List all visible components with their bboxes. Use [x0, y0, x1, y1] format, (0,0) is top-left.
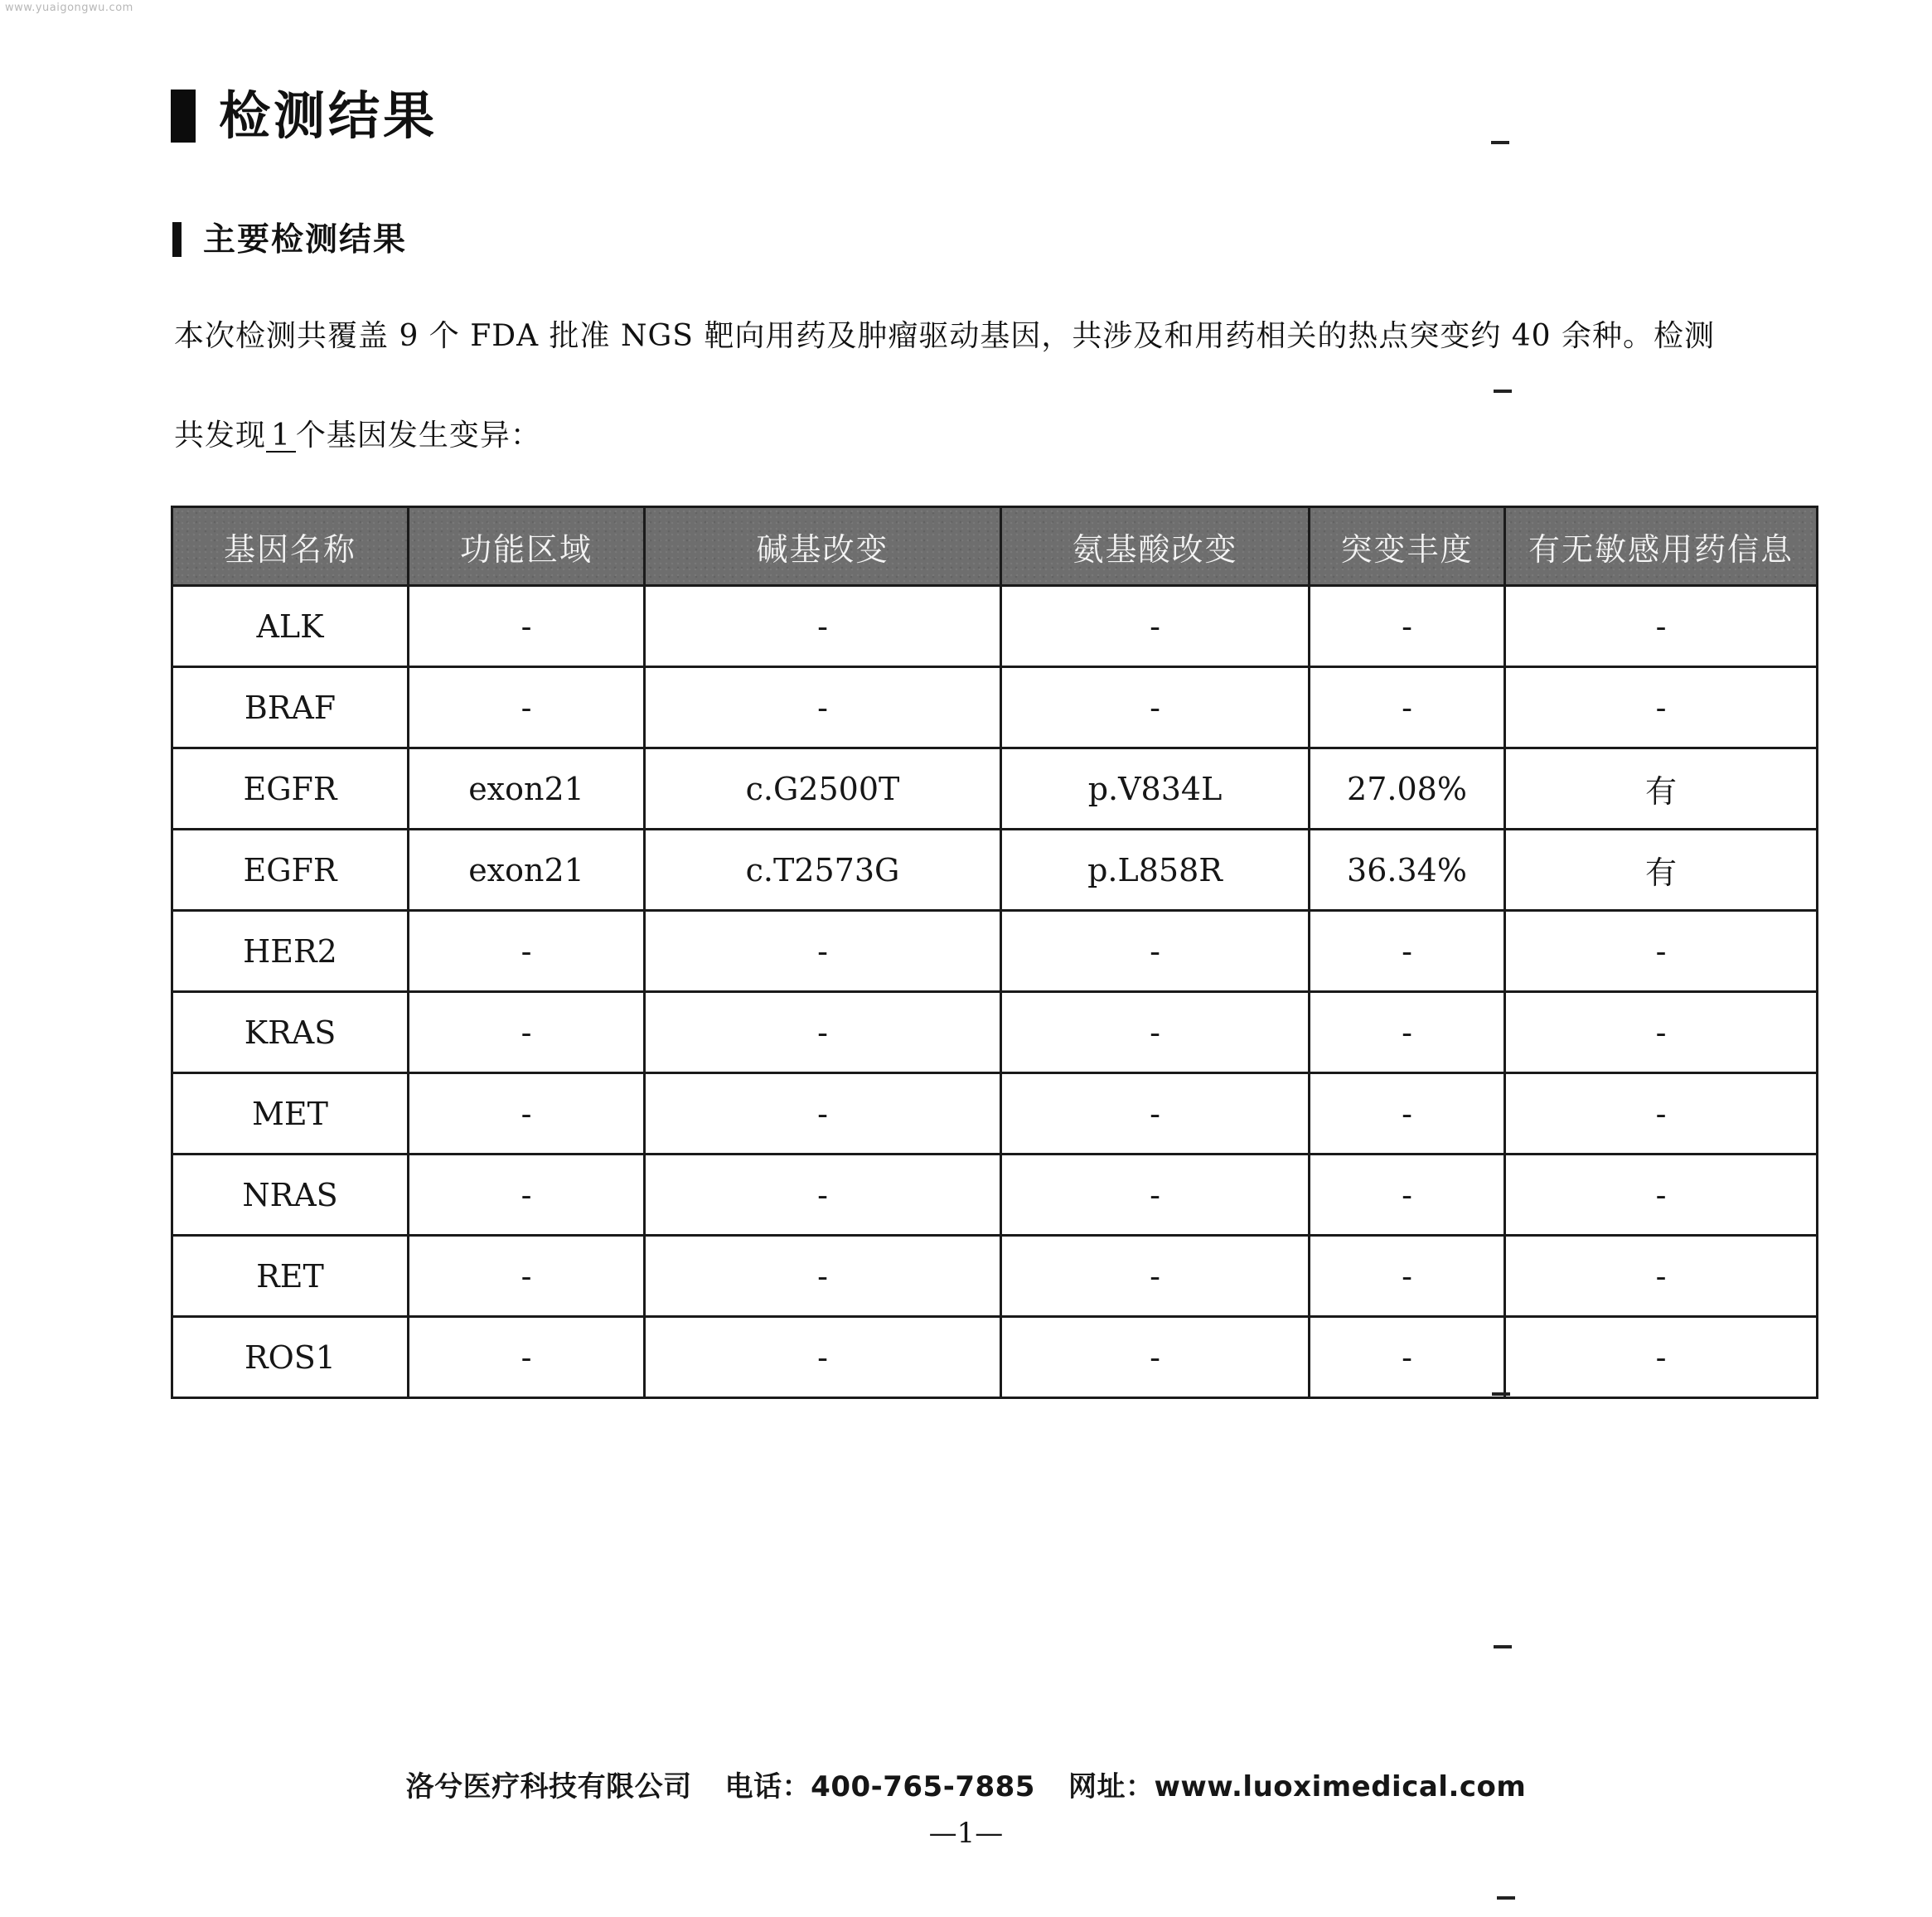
- cell-abundance: -: [1310, 586, 1505, 667]
- table-row: [172, 1073, 1818, 1155]
- table-row: [172, 830, 1818, 911]
- header-base-change: 碱基改变: [645, 507, 1001, 586]
- table-row: [172, 1317, 1818, 1398]
- section-title: [172, 222, 407, 257]
- cell-base-change: -: [645, 992, 1001, 1073]
- header-drug-sensitivity-info: 有无敏感用药信息: [1505, 507, 1818, 586]
- table-row: [172, 667, 1818, 748]
- cell-base-change: -: [645, 667, 1001, 748]
- cell-region: -: [409, 1073, 645, 1155]
- cell-drug-info: -: [1505, 992, 1818, 1073]
- cell-abundance: -: [1310, 911, 1505, 992]
- cell-abundance: 27.08%: [1310, 748, 1505, 830]
- cell-base-change: -: [645, 1155, 1001, 1236]
- table-row: [172, 992, 1818, 1073]
- header-amino-acid-change: 氨基酸改变: [1001, 507, 1310, 586]
- cell-gene: ROS1: [172, 1317, 409, 1398]
- intro-paragraph-line1: 本次检测共覆盖 9 个 FDA 批准 NGS 靶向用药及肿瘤驱动基因，共涉及和用药相关的热点突变约 40 余种。检测: [174, 319, 1716, 353]
- footer-website: 网址：www.luoximedical.com: [1068, 1770, 1527, 1803]
- cell-amino-acid-change: p.L858R: [1001, 830, 1310, 911]
- variant-gene-count: 1: [266, 421, 296, 453]
- cell-region: -: [409, 1317, 645, 1398]
- table-header-row: [172, 507, 1818, 586]
- section-title-text: 主要检测结果: [203, 220, 408, 259]
- cell-region: -: [409, 586, 645, 667]
- cell-amino-acid-change: -: [1001, 667, 1310, 748]
- cell-drug-info: -: [1505, 1073, 1818, 1155]
- cell-gene: KRAS: [172, 992, 409, 1073]
- cell-abundance: -: [1310, 1236, 1505, 1317]
- page-title: [171, 85, 438, 146]
- margin-tick: [1491, 141, 1509, 144]
- cell-region: exon21: [409, 748, 645, 830]
- margin-tick: [1497, 1896, 1515, 1900]
- cell-amino-acid-change: -: [1001, 1317, 1310, 1398]
- cell-abundance: -: [1310, 992, 1505, 1073]
- cell-base-change: c.G2500T: [645, 748, 1001, 830]
- table-row: [172, 1155, 1818, 1236]
- header-functional-region: 功能区域: [409, 507, 645, 586]
- cell-gene: EGFR: [172, 748, 409, 830]
- cell-base-change: -: [645, 1317, 1001, 1398]
- cell-amino-acid-change: -: [1001, 992, 1310, 1073]
- cell-gene: ALK: [172, 586, 409, 667]
- table-row: [172, 586, 1818, 667]
- header-gene-name: 基因名称: [172, 507, 409, 586]
- footer-contact: [0, 1764, 1932, 1804]
- cell-gene: HER2: [172, 911, 409, 992]
- margin-tick: [1494, 390, 1512, 393]
- cell-drug-info: -: [1505, 911, 1818, 992]
- cell-amino-acid-change: -: [1001, 586, 1310, 667]
- cell-drug-info: 有: [1505, 830, 1818, 911]
- cell-region: exon21: [409, 830, 645, 911]
- cell-abundance: -: [1310, 1155, 1505, 1236]
- page-number: —1—: [928, 1817, 1004, 1850]
- footer-company: 洛兮医疗科技有限公司: [405, 1770, 692, 1803]
- cell-region: -: [409, 911, 645, 992]
- cell-base-change: -: [645, 586, 1001, 667]
- cell-drug-info: -: [1505, 667, 1818, 748]
- section-bar-marker: [172, 222, 182, 257]
- intro-paragraph-line2: [174, 421, 541, 453]
- margin-tick: [1492, 1392, 1510, 1396]
- intro-line2-prefix: 共发现: [174, 419, 267, 453]
- cell-amino-acid-change: -: [1001, 911, 1310, 992]
- cell-base-change: -: [645, 1236, 1001, 1317]
- cell-abundance: -: [1310, 1317, 1505, 1398]
- footer-phone: 电话：400-765-7885: [724, 1770, 1035, 1803]
- cell-region: -: [409, 1236, 645, 1317]
- cell-base-change: -: [645, 1073, 1001, 1155]
- cell-region: -: [409, 1155, 645, 1236]
- header-mutation-abundance: 突变丰度: [1310, 507, 1505, 586]
- cell-region: -: [409, 992, 645, 1073]
- cell-abundance: -: [1310, 667, 1505, 748]
- cell-gene: BRAF: [172, 667, 409, 748]
- watermark: www.yuaigongwu.com: [5, 2, 133, 14]
- cell-drug-info: -: [1505, 1236, 1818, 1317]
- cell-abundance: -: [1310, 1073, 1505, 1155]
- cell-amino-acid-change: -: [1001, 1236, 1310, 1317]
- cell-amino-acid-change: -: [1001, 1155, 1310, 1236]
- page-title-text: 检测结果: [219, 85, 438, 146]
- title-bar-marker: [171, 90, 196, 143]
- cell-gene: RET: [172, 1236, 409, 1317]
- table-row: [172, 1236, 1818, 1317]
- cell-drug-info: -: [1505, 586, 1818, 667]
- cell-abundance: 36.34%: [1310, 830, 1505, 911]
- cell-amino-acid-change: -: [1001, 1073, 1310, 1155]
- cell-base-change: -: [645, 911, 1001, 992]
- cell-gene: EGFR: [172, 830, 409, 911]
- table-row: [172, 911, 1818, 992]
- cell-drug-info: 有: [1505, 748, 1818, 830]
- cell-drug-info: -: [1505, 1317, 1818, 1398]
- table-row: [172, 748, 1818, 830]
- cell-base-change: c.T2573G: [645, 830, 1001, 911]
- cell-drug-info: -: [1505, 1155, 1818, 1236]
- margin-tick: [1494, 1645, 1512, 1648]
- results-table: [171, 506, 1818, 1399]
- cell-region: -: [409, 667, 645, 748]
- intro-line2-suffix: 个基因发生变异：: [295, 419, 541, 453]
- cell-amino-acid-change: p.V834L: [1001, 748, 1310, 830]
- cell-gene: MET: [172, 1073, 409, 1155]
- cell-gene: NRAS: [172, 1155, 409, 1236]
